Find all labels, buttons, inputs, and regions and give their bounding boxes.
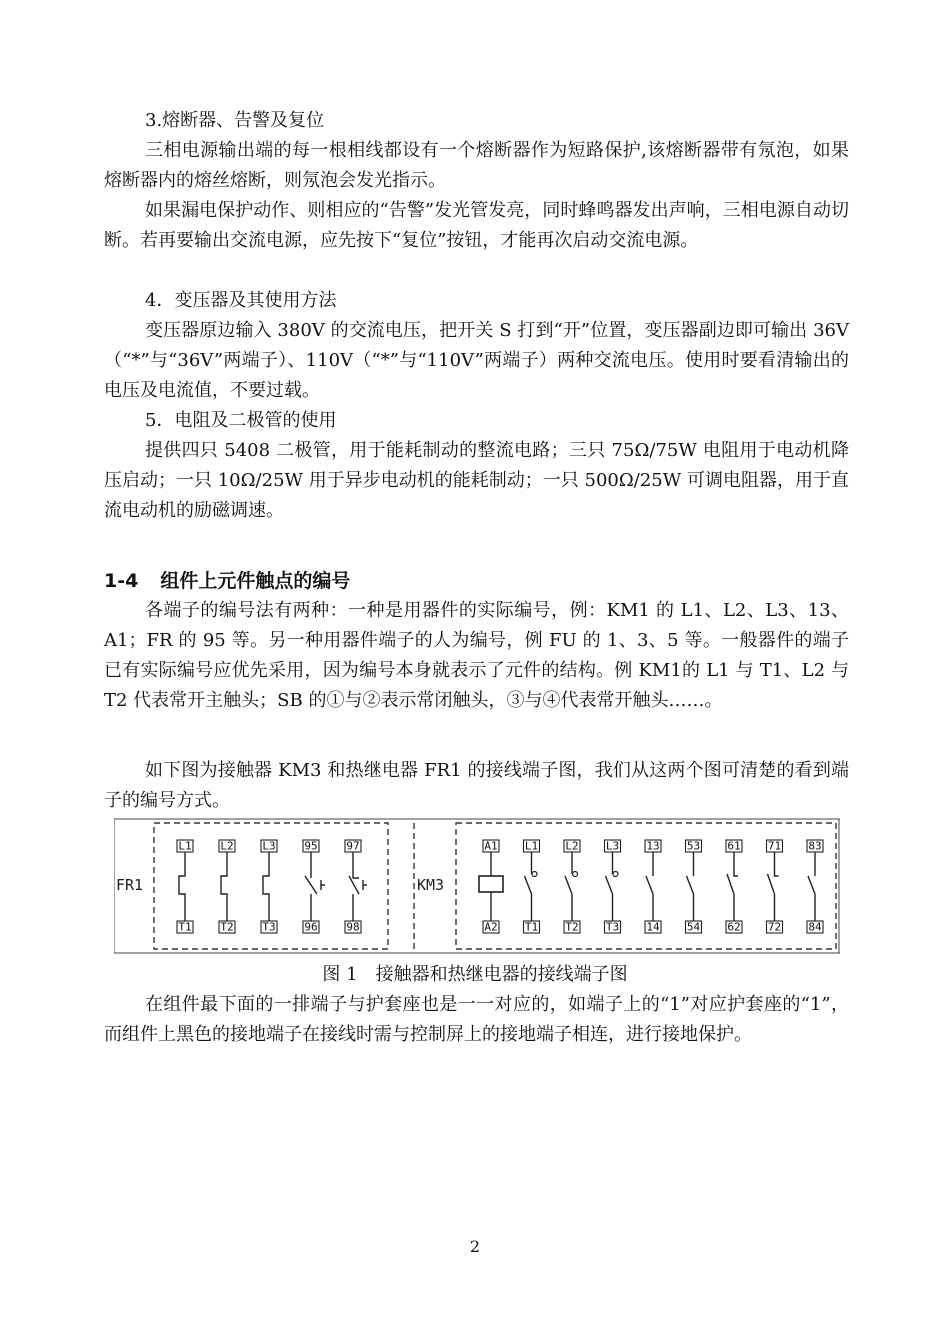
km3-contact-symbol (768, 852, 779, 921)
km3-terminal-label-bottom: 62 (727, 920, 741, 934)
paragraph-alarm: 如果漏电保护动作、则相应的“告警”发光管发亮，同时蜂鸣器发出声响，三相电源自动切断。若再要输出交流电源，应先按下“复位”按钮，才能再次启动交流电源。 (104, 200, 849, 251)
fr1-contact-symbol (349, 852, 367, 921)
section-title: 组件上元件触点的编号 (160, 570, 351, 592)
fr1-terminal-label-bottom: T1 (178, 920, 192, 934)
km3-terminal-label-bottom: T1 (524, 920, 539, 934)
fr1-contact-symbol (179, 852, 185, 921)
km3-terminal-label-top: 61 (727, 839, 741, 853)
km3-terminals (479, 840, 823, 934)
km3-terminal-label-top: 13 (646, 839, 660, 853)
fr1-contact-symbol (221, 852, 227, 921)
km3-contact-symbol (727, 852, 738, 921)
subsection-heading-fuse-alarm-reset: 3.熔断器、告警及复位 (145, 110, 325, 131)
section-number: 1-4 (104, 570, 139, 592)
fr1-terminal-label-top: 97 (346, 839, 360, 853)
km3-contact-symbol (525, 852, 532, 921)
km3-terminal-label-top: 53 (686, 839, 701, 853)
km3-terminal-label-top: L1 (524, 839, 539, 853)
km3-terminal-label-bottom: 72 (767, 920, 782, 934)
fr1-terminal-label-bottom: 98 (346, 920, 360, 934)
terminal-diagram-figure (114, 818, 840, 954)
fr1-contact-symbol (305, 852, 325, 921)
page-number: 2 (469, 1237, 481, 1256)
paragraph-figure-intro: 如下图为接触器 KM3 和热继电器 FR1 的接线端子图，我们从这两个图可清楚的看到端子的编号方式。 (104, 760, 849, 811)
paragraph-transformer: 变压器原边输入 380V 的交流电压，把开关 S 打到“开”位置，变压器副边即可输出 36V（“*”与“36V”两端子）、110V（“*”与“110V”两端子）两种交流电压。使用时要看清输出的电压及电流值，不要过载。 (104, 320, 849, 401)
fr1-terminals (177, 840, 367, 934)
fr1-terminal-label-bottom: T2 (220, 920, 234, 934)
fr1-terminal-label-bottom: 96 (304, 920, 318, 934)
km3-terminal-label-top: L3 (605, 839, 620, 853)
km3-arc-symbol (573, 872, 578, 877)
km3-coil-symbol (479, 876, 503, 892)
km3-terminal-label-top: L2 (565, 839, 579, 853)
km3-terminal-label-bottom: T3 (605, 920, 620, 934)
paragraph-resistor-diode: 提供四只 5408 二极管，用于能耗制动的整流电路；三只 75Ω/75W 电阻用于电动机降压启动；一只 10Ω/25W 用于异步电动机的能耗制动；一只 500Ω/25W 可调电阻器，用于直流电动机的励磁调速。 (104, 440, 849, 521)
km3-terminal-label-bottom: A2 (484, 920, 498, 934)
paragraph-terminal-numbering: 各端子的编号法有两种：一种是用器件的实际编号，例：KM1 的 L1、L2、L3、13、A1；FR 的 95 等。另一种用器件端子的人为编号，例 FU 的 1、3、5 等。一般器件的端子已有实际编号应优先采用，因为编号本身就表示了元件的结构。例 KM1的 L1 与 T1、L2 与 T2 代表常开主触头；SB 的①与②表示常闭触头，③与④代表常开触头……。 (104, 600, 849, 711)
km3-arc-symbol (532, 872, 537, 877)
fr1-terminal-label-bottom: T3 (262, 920, 276, 934)
km3-contact-symbol (808, 852, 815, 921)
km3-terminal-label-top: 71 (767, 839, 782, 853)
subsection-heading-resistor-diode: 5．电阻及二极管的使用 (145, 410, 337, 431)
km3-terminal-label-top: 83 (808, 839, 822, 853)
km3-terminal-label-bottom: 54 (686, 920, 701, 934)
km3-label: KM3 (417, 876, 445, 894)
paragraph-fuse: 三相电源输出端的每一根相线都设有一个熔断器作为短路保护,该熔断器带有氖泡，如果熔断器内的熔丝熔断，则氖泡会发光指示。 (104, 140, 849, 191)
km3-contact-symbol (687, 852, 694, 921)
km3-arc-symbol (613, 872, 618, 877)
fr1-contact-symbol (263, 852, 269, 921)
section-heading (104, 566, 350, 593)
fr1-terminal-label-top: L2 (220, 839, 234, 853)
paragraph-grounding: 在组件最下面的一排端子与护套座也是一一对应的，如端子上的“1”对应护套座的“1”，而组件上黑色的接地端子在接线时需与控制屏上的接地端子相连，进行接地保护。 (104, 994, 849, 1045)
km3-contact-symbol (646, 852, 653, 921)
km3-contact-symbol (606, 852, 613, 921)
km3-terminal-label-bottom: T2 (565, 920, 579, 934)
figure-caption: 图 1 接触器和热继电器的接线端子图 (322, 964, 628, 985)
km3-contact-symbol (565, 852, 572, 921)
km3-terminal-label-bottom: 84 (808, 920, 822, 934)
fr1-label: FR1 (116, 876, 144, 894)
fr1-terminal-label-top: L3 (262, 839, 276, 853)
km3-terminal-label-bottom: 14 (646, 920, 660, 934)
fr1-terminal-label-top: L1 (178, 839, 192, 853)
km3-terminal-label-top: A1 (484, 839, 498, 853)
fr1-terminal-label-top: 95 (304, 839, 318, 853)
subsection-heading-transformer: 4．变压器及其使用方法 (145, 290, 337, 311)
